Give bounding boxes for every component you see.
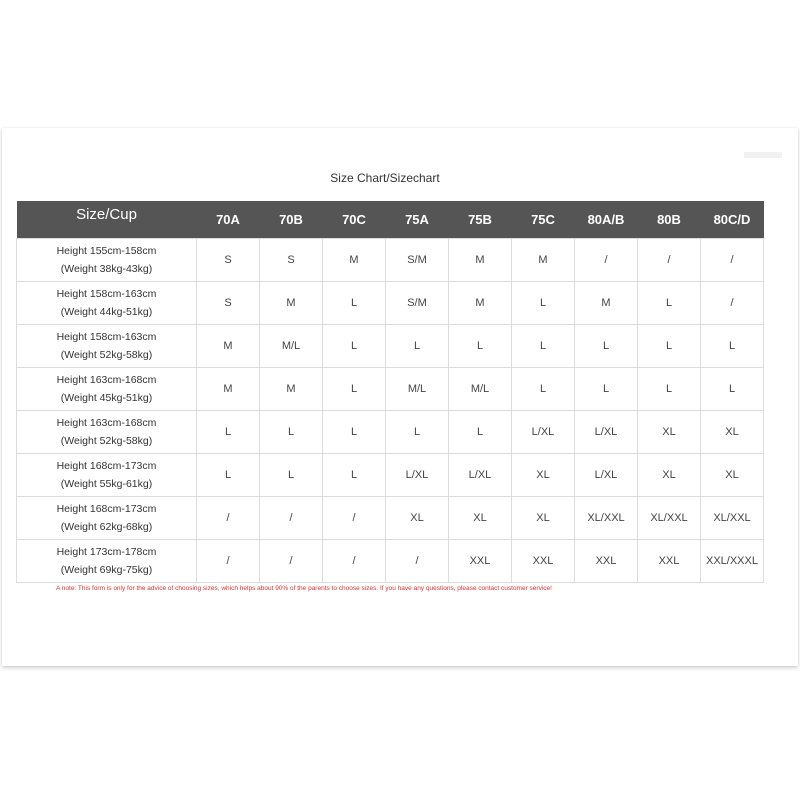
size-cell: / (638, 239, 701, 282)
size-cell: M (260, 368, 323, 411)
table-row (17, 325, 764, 368)
table-row (17, 411, 764, 454)
size-cell: L (197, 454, 260, 497)
height-range: Height 163cm-168cm (56, 417, 157, 429)
size-cell: M (197, 368, 260, 411)
size-cell: L (323, 325, 386, 368)
size-cell: XL (701, 411, 764, 454)
row-label (17, 540, 197, 583)
size-cell: L (701, 368, 764, 411)
size-cell: XL/XXL (638, 497, 701, 540)
size-cell: L (512, 325, 575, 368)
height-range: Height 158cm-163cm (56, 331, 157, 343)
column-header: 80B (638, 201, 701, 239)
weight-range: (Weight 44kg-51kg) (60, 306, 153, 318)
size-cell: XL/XXL (701, 497, 764, 540)
size-cell: L (260, 454, 323, 497)
size-cell: M (323, 239, 386, 282)
size-cell: S/M (386, 239, 449, 282)
size-chart-card (2, 128, 798, 666)
size-cell: XL (638, 411, 701, 454)
size-cell: L (701, 325, 764, 368)
column-header: 75A (386, 201, 449, 239)
row-label (17, 282, 197, 325)
size-cell: S/M (386, 282, 449, 325)
table-row (17, 368, 764, 411)
size-cell: XL (449, 497, 512, 540)
size-cell: XXL (449, 540, 512, 583)
size-cell: L (575, 368, 638, 411)
size-cell: L/XL (512, 411, 575, 454)
size-cell: L (512, 368, 575, 411)
size-cell: L (323, 411, 386, 454)
weight-range: (Weight 62kg-68kg) (60, 521, 153, 533)
row-label (17, 497, 197, 540)
size-table (16, 201, 764, 583)
column-header: 75C (512, 201, 575, 239)
size-cell: XL (386, 497, 449, 540)
chart-title: Size Chart/Sizechart (330, 171, 440, 185)
size-cell: M (197, 325, 260, 368)
size-cell: XXL (638, 540, 701, 583)
size-cell: XXL/XXXL (701, 540, 764, 583)
size-cell: XL (638, 454, 701, 497)
table-row (17, 454, 764, 497)
height-range: Height 163cm-168cm (56, 374, 157, 386)
size-cell: M (260, 282, 323, 325)
column-header: 70C (323, 201, 386, 239)
size-cell: L/XL (575, 411, 638, 454)
size-cell: XL (512, 454, 575, 497)
corner-header: Size/Cup (17, 201, 197, 239)
column-header: 70B (260, 201, 323, 239)
size-cell: L (638, 368, 701, 411)
table-row (17, 282, 764, 325)
height-range: Height 173cm-178cm (56, 546, 157, 558)
size-cell: L (449, 325, 512, 368)
weight-range: (Weight 55kg-61kg) (60, 478, 153, 490)
weight-range: (Weight 69kg-75kg) (60, 564, 153, 576)
size-cell: L (575, 325, 638, 368)
row-label (17, 325, 197, 368)
size-cell: XL (701, 454, 764, 497)
height-range: Height 155cm-158cm (56, 245, 157, 257)
size-cell: S (260, 239, 323, 282)
size-cell: XL/XXL (575, 497, 638, 540)
size-cell: M (449, 282, 512, 325)
row-label (17, 454, 197, 497)
size-cell: L (512, 282, 575, 325)
size-cell: M (512, 239, 575, 282)
size-cell: / (260, 497, 323, 540)
column-header: 80A/B (575, 201, 638, 239)
size-cell: L (260, 411, 323, 454)
size-cell: / (323, 497, 386, 540)
row-label (17, 239, 197, 282)
size-cell: XXL (575, 540, 638, 583)
size-cell: / (260, 540, 323, 583)
size-cell: / (575, 239, 638, 282)
size-cell: M/L (386, 368, 449, 411)
size-cell: L/XL (575, 454, 638, 497)
size-cell: S (197, 282, 260, 325)
weight-range: (Weight 38kg-43kg) (60, 263, 153, 275)
table-header-row (17, 201, 764, 239)
size-cell: / (323, 540, 386, 583)
size-cell: L (323, 282, 386, 325)
size-cell: L (449, 411, 512, 454)
size-cell: M/L (449, 368, 512, 411)
size-cell: L (638, 282, 701, 325)
weight-range: (Weight 45kg-51kg) (60, 392, 153, 404)
size-cell: L (323, 368, 386, 411)
size-cell: L (386, 411, 449, 454)
height-range: Height 158cm-163cm (56, 288, 157, 300)
advice-note: A note: This form is only for the advice of choosing sizes, which helps about 90% of the parents to choose sizes. If you have any questions, please contact customer service! (56, 585, 552, 592)
size-cell: L (197, 411, 260, 454)
size-cell: M/L (260, 325, 323, 368)
column-header: 80C/D (701, 201, 764, 239)
table-row (17, 497, 764, 540)
height-range: Height 168cm-173cm (56, 460, 157, 472)
column-header: 70A (197, 201, 260, 239)
row-label (17, 368, 197, 411)
weight-range: (Weight 52kg-58kg) (60, 349, 153, 361)
size-cell: / (197, 497, 260, 540)
table-row (17, 239, 764, 282)
size-cell: S (197, 239, 260, 282)
column-header: 75B (449, 201, 512, 239)
weight-range: (Weight 52kg-58kg) (60, 435, 153, 447)
size-cell: L (323, 454, 386, 497)
size-cell: L/XL (449, 454, 512, 497)
decorative-mark (744, 152, 782, 158)
size-cell: L (386, 325, 449, 368)
size-cell: L (638, 325, 701, 368)
size-cell: / (701, 282, 764, 325)
size-cell: M (575, 282, 638, 325)
size-cell: XL (512, 497, 575, 540)
row-label (17, 411, 197, 454)
size-cell: / (197, 540, 260, 583)
size-cell: / (701, 239, 764, 282)
table-row (17, 540, 764, 583)
size-cell: / (386, 540, 449, 583)
size-cell: M (449, 239, 512, 282)
height-range: Height 168cm-173cm (56, 503, 157, 515)
size-cell: XXL (512, 540, 575, 583)
table-body (17, 239, 764, 583)
size-cell: L/XL (386, 454, 449, 497)
